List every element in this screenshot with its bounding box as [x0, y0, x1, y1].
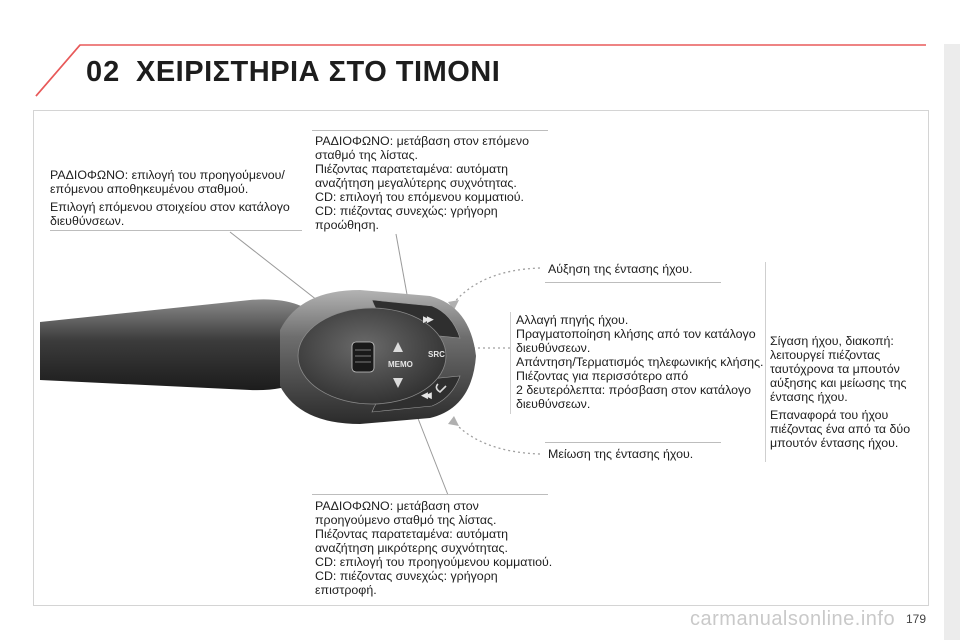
callout-left-line2: Επιλογή επόμενου στοιχείου στον κατάλογο διευθύνσεων.: [50, 200, 290, 228]
page-number: 179: [906, 612, 927, 626]
mute-divider: [765, 262, 766, 462]
callout-bottom-center: ΡΑΔΙΟΦΩΝΟ: μετάβαση στον προηγούμενο σταθμό της λίστας. Πιέζοντας παρατεταμένα: αυτόματη αναζήτηση μικρότερης συχνότητας. CD: επιλογή του προηγούμενου κομματιού. CD: πιέζοντας συνεχώς: γρήγορη επιστροφή.: [315, 499, 553, 597]
callout-top-rule: [312, 130, 548, 131]
chapter-number: 02: [86, 56, 121, 88]
watermark: carmanualsonline.info: [690, 608, 896, 630]
volume-up-rule: [545, 282, 721, 283]
chapter-title: ΧΕΙΡΙΣΤΗΡΙΑ ΣΤΟ ΤΙΜΟΝΙ: [136, 56, 501, 88]
arrow-volume-down: [448, 416, 459, 426]
thumb-wheel: [352, 342, 374, 372]
leader-volume-up: [452, 268, 540, 305]
prev-icon: ◀◀: [421, 390, 429, 400]
volume-down-rule: [545, 442, 721, 443]
memo-label: MEMO: [388, 360, 413, 369]
leader-volume-down: [452, 420, 540, 454]
callout-left-line1: ΡΑΔΙΟΦΩΝΟ: επιλογή του προηγούμενου/ επόμενου αποθηκευμένου σταθμού.: [50, 168, 285, 196]
callout-top-center: ΡΑΔΙΟΦΩΝΟ: μετάβαση στον επόμενο σταθμό της λίστας. Πιέζοντας παρατεταμένα: αυτόματη αναζήτηση μεγαλύτερης συχνότητας. CD: επιλογή του επόμενου κομματιού. CD: πιέζοντας συνεχώς: γρήγορη προώθηση.: [315, 134, 530, 232]
source-divider: [510, 312, 511, 414]
src-label: SRC: [428, 350, 445, 359]
next-icon: ▶▶: [423, 314, 431, 324]
callout-mute: Σίγαση ήχου, διακοπή: λειτουργεί πιέζοντας ταυτόχρονα τα μπουτόν αύξησης και μείωσης της έντασης ήχου. Επαναφορά του ήχου πιέζοντας ένα από τα δύο μπουτόν έντασης ήχου.: [770, 334, 911, 450]
callout-source: Αλλαγή πηγής ήχου. Πραγματοποίηση κλήσης από τον κατάλογο διευθύνσεων. Απάντηση/Τερματισμός τηλεφωνικής κλήσης. Πιέζοντας για περισσότερο από 2 δευτερόλεπτα: πρόσβαση στον κατάλογο διευθύνσεων.: [516, 313, 764, 411]
callout-bottom-rule: [312, 494, 548, 495]
callout-volume-up: Αύξηση της έντασης ήχου.: [548, 262, 693, 276]
callout-left: [50, 168, 302, 228]
stalk-arm: [40, 299, 320, 390]
callout-volume-down: Μείωση της έντασης ήχου.: [548, 447, 694, 461]
callout-left-rule: [50, 230, 302, 231]
